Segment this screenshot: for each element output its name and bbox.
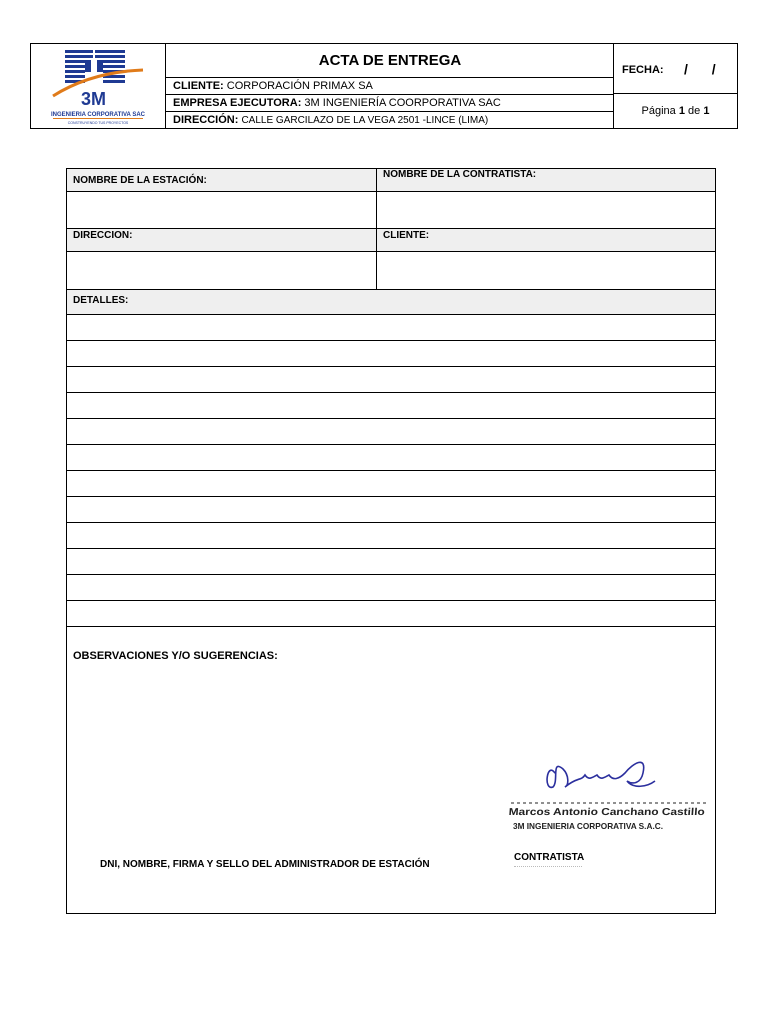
client-value: CORPORACIÓN PRIMAX SA <box>226 80 373 92</box>
details-line[interactable] <box>67 367 715 392</box>
contractor-name-field[interactable] <box>377 192 715 228</box>
page-number: 1 <box>678 105 685 117</box>
station-name-field[interactable] <box>67 192 376 228</box>
address-field-label: DIRECCION: <box>73 230 133 241</box>
details-line[interactable] <box>67 601 715 626</box>
logo-tagline: CONSTRUYENDO TUS PROYECTOS <box>67 121 129 125</box>
page-mid: de <box>688 105 701 117</box>
client-row <box>166 78 614 95</box>
page-prefix: Página <box>641 105 676 117</box>
details-line[interactable] <box>67 419 715 444</box>
details-label: DETALLES: <box>73 295 129 306</box>
handwritten-signature <box>547 762 655 787</box>
details-line[interactable] <box>67 315 715 340</box>
date-label: FECHA: <box>622 64 664 76</box>
document-header <box>30 43 738 129</box>
company-row <box>166 95 614 112</box>
address-value: CALLE GARCILAZO DE LA VEGA 2501 -LINCE (LIMA) <box>241 115 489 126</box>
contractor-signature-label: CONTRATISTA <box>514 852 585 863</box>
logo-mark: 3M <box>81 89 107 109</box>
address-field[interactable] <box>67 252 376 289</box>
client-field[interactable] <box>377 252 715 289</box>
company-value: 3M INGENIERÍA COORPORATIVA SAC <box>304 97 501 109</box>
details-line[interactable] <box>67 471 715 496</box>
page-total: 1 <box>703 105 710 117</box>
company-logo <box>31 44 166 128</box>
address-label: DIRECCIÓN: <box>173 114 239 126</box>
station-name-label: NOMBRE DE LA ESTACIÓN: <box>73 175 207 186</box>
document-title: ACTA DE ENTREGA <box>166 44 614 78</box>
contractor-name-label: NOMBRE DE LA CONTRATISTA: <box>383 169 537 180</box>
details-line[interactable] <box>67 497 715 522</box>
date-value[interactable]: / / <box>684 61 726 77</box>
observations-label: OBSERVACIONES Y/O SUGERENCIAS: <box>73 650 278 662</box>
contractor-signature-stamp <box>507 751 717 841</box>
company-label: EMPRESA EJECUTORA: <box>173 97 302 109</box>
header-info <box>166 44 614 128</box>
address-row <box>166 112 614 129</box>
header-meta <box>614 44 737 128</box>
admin-signature-label: DNI, NOMBRE, FIRMA Y SELLO DEL ADMINISTRADOR DE ESTACIÓN <box>100 859 430 870</box>
client-field-label: CLIENTE: <box>383 230 430 241</box>
stamp-name: Marcos Antonio Canchano Castillo <box>508 807 675 818</box>
details-line[interactable] <box>67 523 715 548</box>
details-line[interactable] <box>67 341 715 366</box>
details-line[interactable] <box>67 575 715 600</box>
page-indicator <box>614 94 737 128</box>
details-line[interactable] <box>67 549 715 574</box>
client-label: CLIENTE: <box>173 80 224 92</box>
details-header <box>67 290 715 314</box>
stamp-company: 3M INGENIERIA CORPORATIVA S.A.C. <box>513 821 663 831</box>
delivery-form <box>66 168 716 914</box>
logo-cell <box>31 44 166 128</box>
logo-company-name: INGENIERIA CORPORATIVA SAC <box>50 112 146 118</box>
details-line[interactable] <box>67 393 715 418</box>
date-cell <box>614 44 737 94</box>
contractor-signature-line <box>514 866 582 867</box>
details-line[interactable] <box>67 445 715 470</box>
